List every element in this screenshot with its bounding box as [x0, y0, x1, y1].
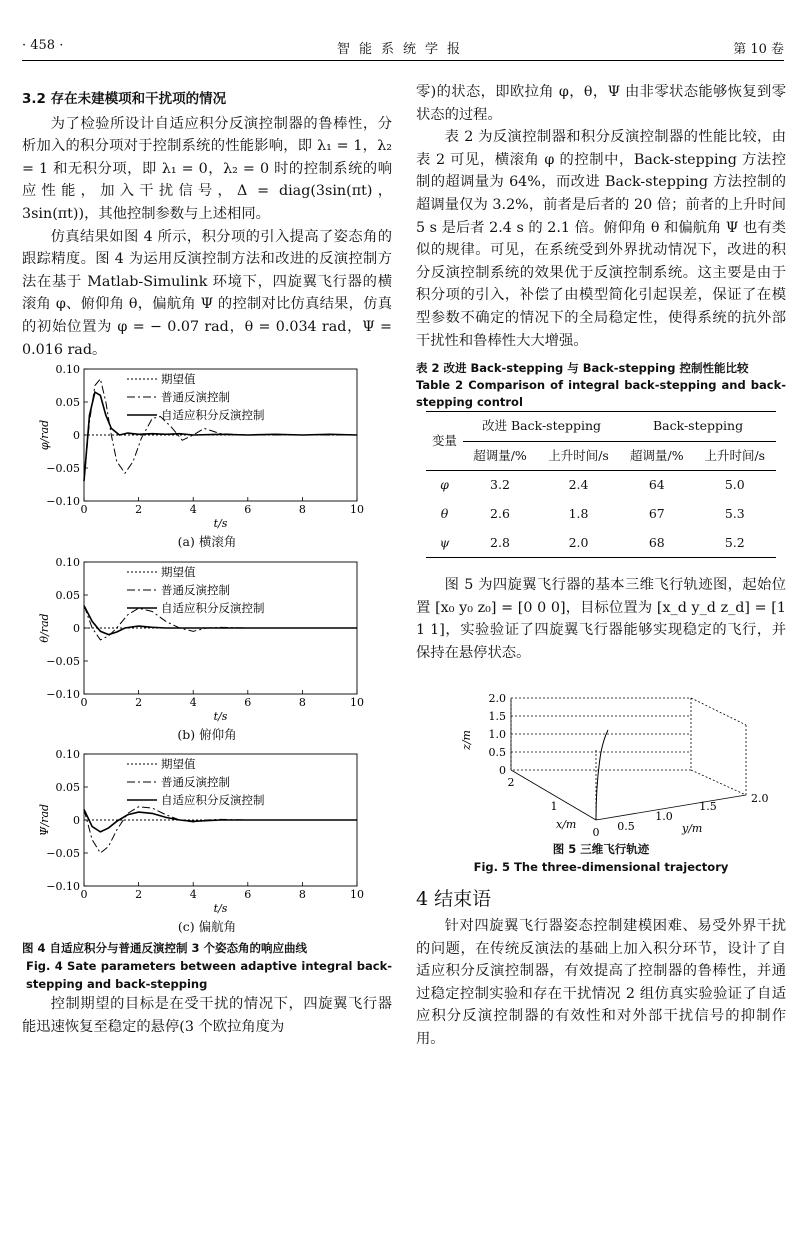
table-cell: φ	[440, 477, 449, 493]
table-header-variable: 变量	[432, 432, 458, 448]
y-tick-label: 0	[73, 621, 80, 635]
x-tick-label: 10	[350, 503, 364, 517]
section-title-3-2: 3.2 存在未建模项和干扰项的情况	[22, 91, 227, 107]
z-axis-label: z/m	[460, 730, 473, 751]
x-axis-label: x/m	[556, 818, 577, 832]
paragraph: 为了检验所设计自适应积分反演控制器的鲁棒性，分析加入的积分项对于控制系统的性能影响，即 λ₁ = 1，λ₂ = 1 和无积分项，即 λ₁ = 0，λ₂ = 0 时的控制系统的响应性能，加入干扰信号，Δ = diag(3sin(πt)，3sin(πt))，其他控制参数与上述相同。	[22, 115, 392, 222]
x-tick: 0	[592, 826, 600, 840]
legend-label: 普通反演控制	[161, 390, 230, 405]
table-cell: 67	[648, 505, 665, 521]
x-tick-label: 6	[244, 503, 252, 517]
chart-subtitle: (c) 偏航角	[177, 919, 237, 935]
y-tick-label: −0.05	[46, 847, 80, 861]
y-tick-label: 0	[73, 814, 80, 828]
y-tick-label: −0.10	[46, 687, 80, 701]
table-cell: 5.3	[724, 505, 745, 521]
legend-label: 自适应积分反演控制	[161, 408, 265, 423]
table-cell: 2.6	[490, 505, 510, 521]
y-tick-label: 0.05	[55, 781, 80, 795]
paragraph: 零)的状态，即欧拉角 φ，θ，Ψ 由非零状态能够恢复到零状态的过程。	[416, 84, 786, 123]
section-title-4: 4 结束语	[416, 888, 492, 911]
table-cell: 2.0	[568, 534, 589, 550]
x-axis-label: t/s	[213, 709, 228, 723]
figure-caption-cn: 图 4 自适应积分与普通反演控制 3 个姿态角的响应曲线	[22, 940, 308, 955]
table-cell: 1.8	[568, 505, 589, 521]
chart-yaw	[22, 746, 392, 916]
legend-label: 期望值	[161, 372, 196, 387]
x-tick-label: 8	[298, 503, 306, 517]
table-cell: 2.4	[568, 477, 589, 493]
table-header-group: Back-stepping	[620, 412, 776, 442]
chart-pitch	[22, 554, 392, 724]
chart-subtitle: (b) 俯仰角	[177, 726, 237, 742]
y-axis-label: y/m	[682, 822, 703, 836]
paragraph: 表 2 为反演控制器和积分反演控制器的性能比较，由表 2 可见，横滚角 φ 的控制中，Back-stepping 方法控制的超调量为 64%，而改进 Back-stepping 方法控制的超调量仅为 3.2%，前者是后者的 20 倍；前者的上升时间 5 s 是后者 2.4 s 的 2.1 倍。俯仰角 θ 和偏航角 Ψ 也有类似的规律。可见，在系统受到外界扰动情况下，改进的积分反演控制系统的效果优于反演控制系统。这主要是由于积分项的引入，补偿了由模型简化引起误差，保证了在模型参数不确定的情况下的全局稳定性，使得系统的抗外部干扰性和鲁棒性大大增强。	[416, 129, 786, 349]
header-rule	[22, 60, 784, 61]
performance-table	[426, 411, 776, 558]
legend-label: 普通反演控制	[161, 775, 230, 790]
y-tick-label: 0.10	[55, 363, 80, 377]
figure-caption-en: Fig. 5 The three-dimensional trajectory	[473, 860, 729, 875]
chart-subtitle: (a) 横滚角	[177, 534, 237, 550]
series-line-3	[84, 810, 357, 832]
x-tick-label: 8	[298, 888, 306, 902]
x-tick-label: 4	[189, 503, 197, 517]
legend-label: 期望值	[161, 757, 196, 772]
table-subheader: 超调量/%	[473, 447, 527, 463]
journal-title: 智能系统学报	[336, 42, 469, 57]
table-subheader: 上升时间/s	[548, 447, 609, 463]
legend-label: 自适应积分反演控制	[161, 600, 265, 615]
left-column	[22, 88, 392, 1038]
y-tick-label: −0.10	[46, 880, 80, 894]
legend-label: 期望值	[161, 564, 196, 579]
x-tick: 1	[550, 800, 558, 814]
table-caption-cn: 表 2 改进 Back-stepping 与 Back-stepping 控制性能比较	[416, 361, 749, 376]
table-subheader: 超调量/%	[629, 447, 684, 463]
y-tick-label: 0.10	[55, 748, 80, 762]
legend-label: 自适应积分反演控制	[161, 793, 265, 808]
y-tick-label: 0.10	[55, 555, 80, 569]
y-tick-label: −0.10	[46, 495, 80, 509]
figure-caption-cn: 图 5 三维飞行轨迹	[552, 842, 650, 857]
page-header	[22, 38, 784, 58]
table-subheader: 上升时间/s	[704, 447, 766, 463]
table-row	[426, 529, 776, 558]
z-tick: 1.5	[488, 710, 506, 724]
page-number: · 458 ·	[22, 38, 64, 53]
x-tick-label: 10	[350, 888, 364, 902]
paragraph: 仿真结果如图 4 所示，积分项的引入提高了姿态角的跟踪精度。图 4 为运用反演控制方法和改进的反演控制方法在基于 Matlab-Simulink 环境下，四旋翼飞行器的横滚角 φ、俯仰角 θ，偏航角 Ψ 的控制对比仿真结果，仿真的初始位置为 φ = − 0.07 rad，θ = 0.034 rad，Ψ = 0.016 rad。	[22, 228, 392, 358]
table-cell: 68	[648, 534, 665, 550]
x-axis-label: t/s	[213, 902, 228, 916]
y-tick: 1.0	[655, 810, 673, 824]
series-line-2	[84, 807, 357, 853]
y-tick-label: −0.05	[46, 462, 80, 476]
x-axis-label: t/s	[213, 517, 228, 531]
x-tick-label: 0	[80, 888, 88, 902]
table-cell: 5.0	[724, 477, 745, 493]
x-tick-label: 10	[350, 695, 364, 709]
y-tick-label: 0	[73, 429, 80, 443]
x-tick-label: 6	[244, 695, 252, 709]
x-tick-label: 8	[298, 695, 306, 709]
table-cell: 64	[648, 477, 665, 493]
legend-label: 普通反演控制	[161, 582, 230, 597]
y-tick: 1.5	[699, 800, 717, 814]
x-tick-label: 4	[189, 888, 197, 902]
x-tick: 2	[507, 776, 515, 790]
z-tick: 0.5	[488, 746, 506, 760]
table-cell: 3.2	[490, 477, 510, 493]
x-tick-label: 2	[135, 503, 143, 517]
y-tick-label: 0.05	[55, 588, 80, 602]
x-tick-label: 2	[135, 695, 143, 709]
series-line-3	[84, 392, 357, 481]
y-axis-label: φ/rad	[38, 419, 51, 451]
table-row	[426, 471, 776, 500]
chart-roll	[22, 361, 392, 531]
volume-label: 第 10 卷	[733, 42, 784, 57]
table-row	[426, 500, 776, 529]
z-tick: 1.0	[488, 728, 506, 742]
z-tick: 0	[499, 764, 506, 778]
y-tick-label: −0.05	[46, 654, 80, 668]
figure-caption-en: Fig. 4 Sate parameters between adaptive integral back-stepping and back-stepping	[26, 958, 392, 991]
z-tick: 2.0	[488, 692, 506, 706]
y-axis-label: θ/rad	[38, 613, 51, 643]
x-tick-label: 0	[80, 503, 88, 517]
paragraph: 控制期望的目标是在受干扰的情况下，四旋翼飞行器能迅速恢复至稳定的悬停(3 个欧拉角度为	[22, 995, 392, 1035]
right-column	[416, 81, 786, 1051]
x-tick-label: 4	[189, 695, 197, 709]
paragraph: 针对四旋翼飞行器姿态控制建模困难、易受外界干扰的问题，在传统反演法的基础上加入积分环节，设计了自适应积分反演控制器，有效提高了控制器的鲁棒性，并通过稳定控制实验和存在干扰情况 2 组仿真实验验证了自适应积分反演控制器的有效性和对外部干扰信号的抑制作用。	[416, 918, 786, 1048]
table-header-group: 改进 Back-stepping	[463, 412, 620, 442]
y-tick: 2.0	[751, 792, 769, 806]
table-cell: ψ	[439, 534, 450, 550]
x-tick-label: 0	[80, 695, 88, 709]
table-cell: 5.2	[724, 534, 745, 550]
paragraph: 图 5 为四旋翼飞行器的基本三维飞行轨迹图，起始位置 [x₀ y₀ z₀] = [0 0 0]，目标位置为 [x_d y_d z_d] = [1 1 1]，实验验证了四旋翼飞行器能够实现稳定的飞行，并保持在悬停状态。	[416, 577, 786, 661]
y-tick-label: 0.05	[55, 396, 80, 410]
table-caption-en: Table 2 Comparison of integral back-stepping and back-stepping control	[416, 378, 786, 410]
x-tick-label: 2	[135, 888, 143, 902]
y-axis-label: Ψ/rad	[38, 804, 51, 837]
table-cell: θ	[440, 505, 449, 521]
trajectory-3d-figure	[446, 690, 802, 840]
y-tick: 0.5	[617, 820, 635, 834]
x-tick-label: 6	[244, 888, 252, 902]
table-cell: 2.8	[490, 534, 510, 550]
